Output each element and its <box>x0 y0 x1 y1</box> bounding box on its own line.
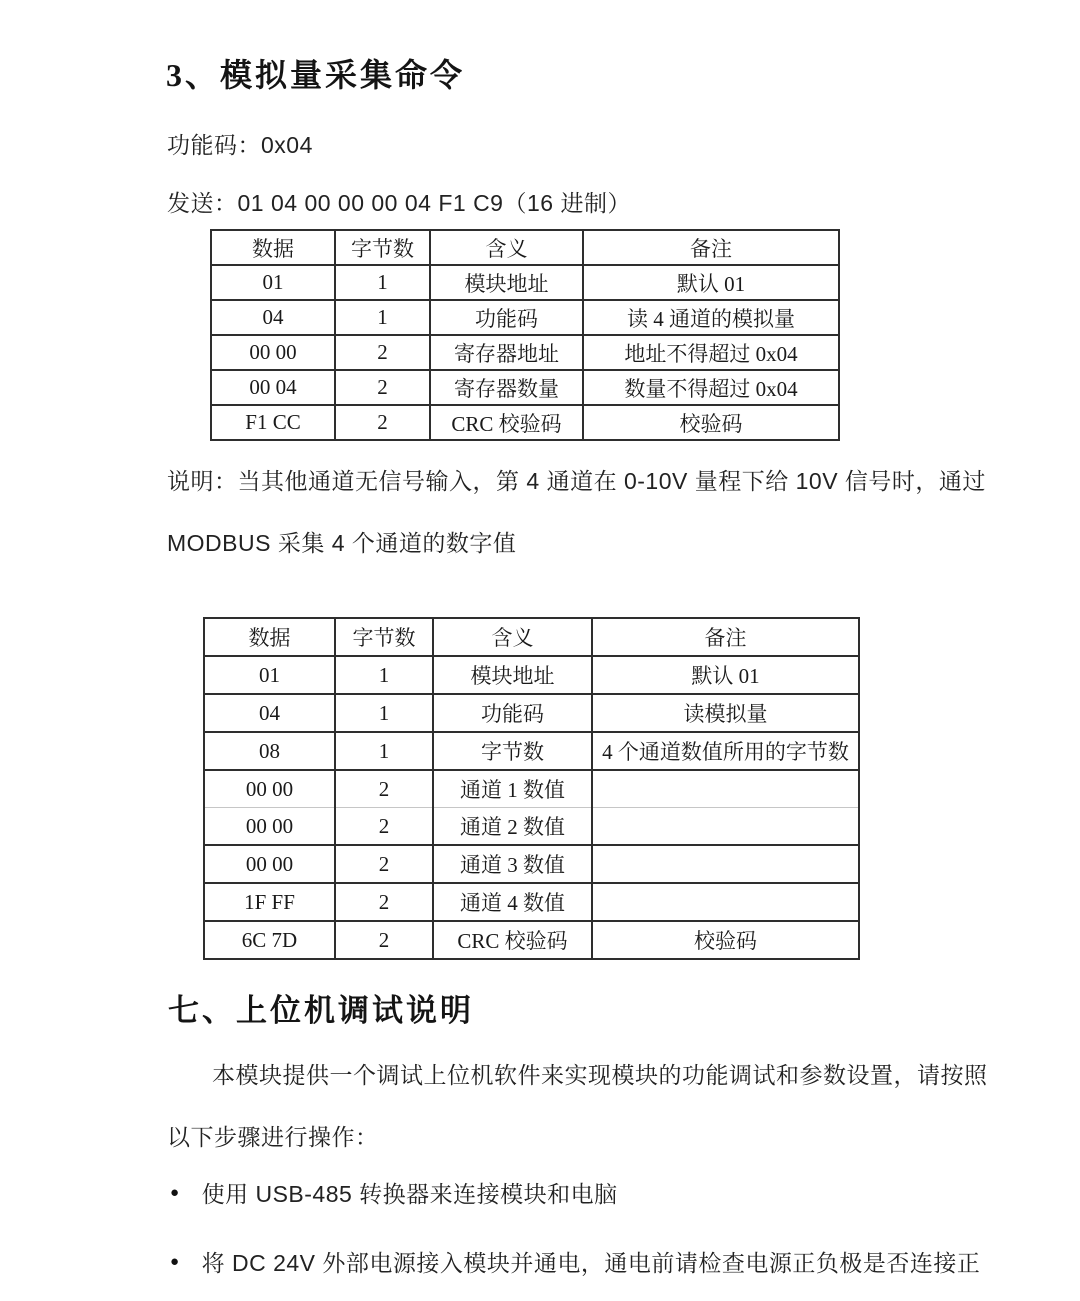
table-cell <box>592 808 859 846</box>
column-header: 字节数 <box>335 618 433 656</box>
table-cell: 1F FF <box>204 883 335 921</box>
table-cell: F1 CC <box>211 405 335 440</box>
column-header: 备注 <box>583 230 839 265</box>
table-row <box>204 921 859 959</box>
table-cell: CRC 校验码 <box>430 405 583 440</box>
bullet-icon: ● <box>170 1184 180 1201</box>
table-cell: 04 <box>204 694 335 732</box>
table-cell: 00 00 <box>204 845 335 883</box>
column-header: 数据 <box>211 230 335 265</box>
table-cell: 1 <box>335 732 433 770</box>
table-cell: 2 <box>335 370 430 405</box>
table-cell: 1 <box>335 265 430 300</box>
table-cell: 数量不得超过 0x04 <box>583 370 839 405</box>
table-cell <box>592 770 859 808</box>
table-cell: 08 <box>204 732 335 770</box>
request-frame-table <box>210 229 840 441</box>
table-row <box>211 335 839 370</box>
table-cell: 1 <box>335 300 430 335</box>
section-heading-host-debug: 七、上位机调试说明 <box>168 993 474 1028</box>
table-row <box>204 808 859 846</box>
table-cell: 读模拟量 <box>592 694 859 732</box>
table-cell: 通道 1 数值 <box>433 770 592 808</box>
table-cell: 6C 7D <box>204 921 335 959</box>
table-cell: 1 <box>335 694 433 732</box>
note-line-2: MODBUS 采集 4 个通道的数字值 <box>167 530 517 556</box>
table-header-row <box>204 618 859 656</box>
table-cell: 默认 01 <box>592 656 859 694</box>
table-row <box>204 845 859 883</box>
table-cell: 功能码 <box>430 300 583 335</box>
table-cell <box>592 845 859 883</box>
column-header: 含义 <box>430 230 583 265</box>
table-cell: 2 <box>335 921 433 959</box>
send-frame-line: 发送：01 04 00 00 00 04 F1 C9（16 进制） <box>167 190 631 216</box>
intro-paragraph-line-1: 本模块提供一个调试上位机软件来实现模块的功能调试和参数设置，请按照 <box>212 1062 988 1088</box>
table-cell: CRC 校验码 <box>433 921 592 959</box>
table-cell: 字节数 <box>433 732 592 770</box>
step-item <box>170 1176 980 1209</box>
table-row <box>211 370 839 405</box>
table-cell: 寄存器地址 <box>430 335 583 370</box>
column-header: 字节数 <box>335 230 430 265</box>
table-cell: 模块地址 <box>433 656 592 694</box>
table-cell: 校验码 <box>592 921 859 959</box>
table-cell: 00 00 <box>204 808 335 846</box>
table-row <box>204 732 859 770</box>
table-cell: 2 <box>335 405 430 440</box>
table-header-row <box>211 230 839 265</box>
table-cell: 4 个通道数值所用的字节数 <box>592 732 859 770</box>
debug-steps-list <box>170 1176 980 1301</box>
table-cell: 默认 01 <box>583 265 839 300</box>
table-row <box>204 770 859 808</box>
step-item <box>170 1245 980 1278</box>
table-row <box>204 883 859 921</box>
table-cell: 2 <box>335 770 433 808</box>
table-cell: 2 <box>335 808 433 846</box>
note-line-1: 说明：当其他通道无信号输入，第 4 通道在 0-10V 量程下给 10V 信号时，通过 <box>167 468 986 494</box>
table-cell: 模块地址 <box>430 265 583 300</box>
table-cell: 00 04 <box>211 370 335 405</box>
table-cell: 2 <box>335 845 433 883</box>
section-heading-analog-acquisition: 3、模拟量采集命令 <box>166 57 466 93</box>
table-row <box>204 656 859 694</box>
table-cell: 读 4 通道的模拟量 <box>583 300 839 335</box>
table-row <box>204 694 859 732</box>
table-cell: 通道 3 数值 <box>433 845 592 883</box>
step-text: 使用 USB-485 转换器来连接模块和电脑 <box>201 1181 618 1207</box>
table-cell: 通道 2 数值 <box>433 808 592 846</box>
table-cell: 功能码 <box>433 694 592 732</box>
table-row <box>211 405 839 440</box>
table-row <box>211 300 839 335</box>
table-cell: 01 <box>211 265 335 300</box>
column-header: 备注 <box>592 618 859 656</box>
column-header: 数据 <box>204 618 335 656</box>
table-cell: 01 <box>204 656 335 694</box>
table-cell: 04 <box>211 300 335 335</box>
column-header: 含义 <box>433 618 592 656</box>
table-cell: 2 <box>335 883 433 921</box>
table-cell <box>592 883 859 921</box>
table-cell: 00 00 <box>204 770 335 808</box>
table-cell: 校验码 <box>583 405 839 440</box>
table-cell: 2 <box>335 335 430 370</box>
function-code-line: 功能码：0x04 <box>167 132 313 158</box>
bullet-icon: ● <box>170 1253 180 1270</box>
table-cell: 寄存器数量 <box>430 370 583 405</box>
table-cell: 地址不得超过 0x04 <box>583 335 839 370</box>
table-cell: 1 <box>335 656 433 694</box>
table-cell: 00 00 <box>211 335 335 370</box>
response-frame-table <box>203 617 860 960</box>
step-text: 将 DC 24V 外部电源接入模块并通电，通电前请检查电源正负极是否连接正 <box>201 1250 981 1276</box>
intro-paragraph-line-2: 以下步骤进行操作： <box>167 1124 379 1150</box>
table-row <box>211 265 839 300</box>
table-cell: 通道 4 数值 <box>433 883 592 921</box>
